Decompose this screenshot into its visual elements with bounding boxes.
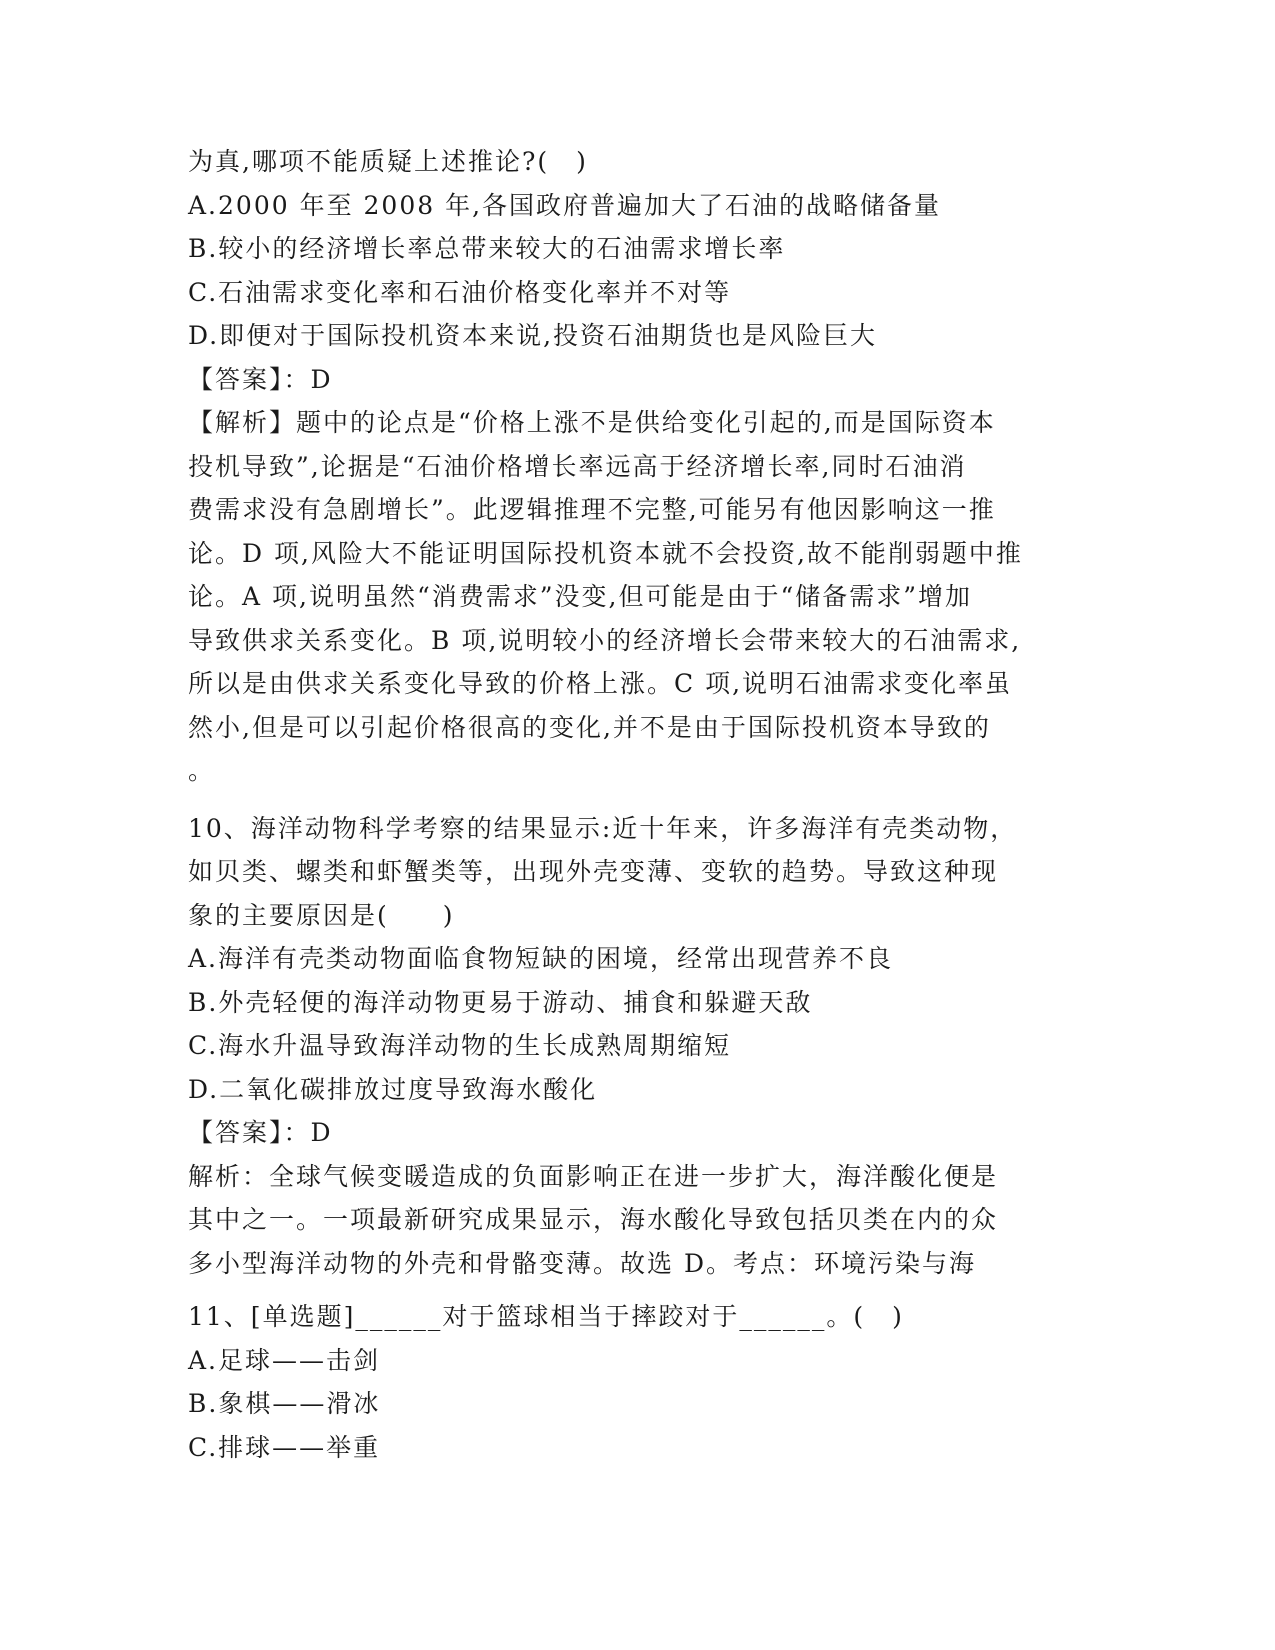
question-9 [188, 140, 1083, 793]
question-10-stem-line: 象的主要原因是( ) [188, 900, 455, 930]
question-9-analysis-line: 【解析】题中的论点是“价格上涨不是供给变化引起的,而是国际资本 [188, 408, 996, 437]
question-10-option-d: D.二氧化碳排放过度导致海水酸化 [188, 1074, 598, 1104]
question-10 [188, 807, 1083, 1286]
question-10-stem-line: 10、海洋动物科学考察的结果显示:近十年来，许多海洋有壳类动物， [188, 813, 1018, 843]
spacer [188, 793, 1083, 807]
question-11 [188, 1295, 1083, 1469]
question-10-analysis-line: 解析：全球气候变暖造成的负面影响正在进一步扩大，海洋酸化便是 [188, 1161, 999, 1191]
question-9-option-c: C.石油需求变化率和石油价格变化率并不对等 [188, 277, 732, 307]
document-content [188, 140, 1083, 1469]
question-9-analysis-line: 所以是由供求关系变化导致的价格上涨。C 项,说明石油需求变化率虽 [188, 669, 1013, 698]
question-9-analysis-line: 然小,但是可以引起价格很高的变化,并不是由于国际投机资本导致的 [188, 712, 991, 742]
question-9-analysis-line: 导致供求关系变化。B 项,说明较小的经济增长会带来较大的石油需求, [188, 625, 1022, 655]
question-11-stem: 11、[单选题]______对于篮球相当于摔跤对于______。( ) [188, 1302, 904, 1331]
question-9-stem-tail: 为真,哪项不能质疑上述推论?( ) [188, 147, 588, 176]
question-9-analysis-line: 。 [188, 756, 216, 785]
question-10-analysis [188, 1155, 1083, 1286]
question-10-option-c: C.海水升温导致海洋动物的生长成熟周期缩短 [188, 1031, 732, 1060]
question-10-analysis-line: 其中之一。一项最新研究成果显示，海水酸化导致包括贝类在内的众 [188, 1205, 999, 1234]
spacer [188, 1285, 1083, 1295]
question-10-analysis-line: 多小型海洋动物的外壳和骨骼变薄。故选 D。考点：环境污染与海 [188, 1248, 976, 1278]
question-10-answer: 【答案】：D [188, 1118, 333, 1147]
question-9-answer: 【答案】：D [188, 364, 333, 394]
question-11-option-a: A.足球——击剑 [188, 1345, 381, 1375]
question-11-option-c: C.排球——举重 [188, 1432, 381, 1462]
question-9-analysis-line: 论。D 项,风险大不能证明国际投机资本就不会投资,故不能削弱题中推 [188, 538, 1023, 568]
question-9-analysis [188, 401, 1083, 793]
question-9-option-a: A.2000 年至 2008 年,各国政府普遍加大了石油的战略储备量 [188, 190, 942, 220]
question-10-stem-line: 如贝类、螺类和虾蟹类等，出现外壳变薄、变软的趋势。导致这种现 [188, 857, 999, 886]
question-10-option-b: B.外壳轻便的海洋动物更易于游动、捕食和躲避天敌 [188, 987, 813, 1017]
question-9-analysis-line: 投机导致”,论据是“石油价格增长率远高于经济增长率,同时石油消 [188, 451, 967, 481]
question-11-option-b: B.象棋——滑冰 [188, 1389, 381, 1418]
question-9-option-d: D.即便对于国际投机资本来说,投资石油期货也是风险巨大 [188, 321, 878, 350]
question-9-option-b: B.较小的经济增长率总带来较大的石油需求增长率 [188, 234, 786, 263]
question-9-analysis-line: 论。A 项,说明虽然“消费需求”没变,但可能是由于“储备需求”增加 [188, 582, 973, 611]
question-10-option-a: A.海洋有壳类动物面临食物短缺的困境，经常出现营养不良 [188, 944, 894, 973]
question-9-analysis-line: 费需求没有急剧增长”。此逻辑推理不完整,可能另有他因影响这一推 [188, 495, 996, 524]
